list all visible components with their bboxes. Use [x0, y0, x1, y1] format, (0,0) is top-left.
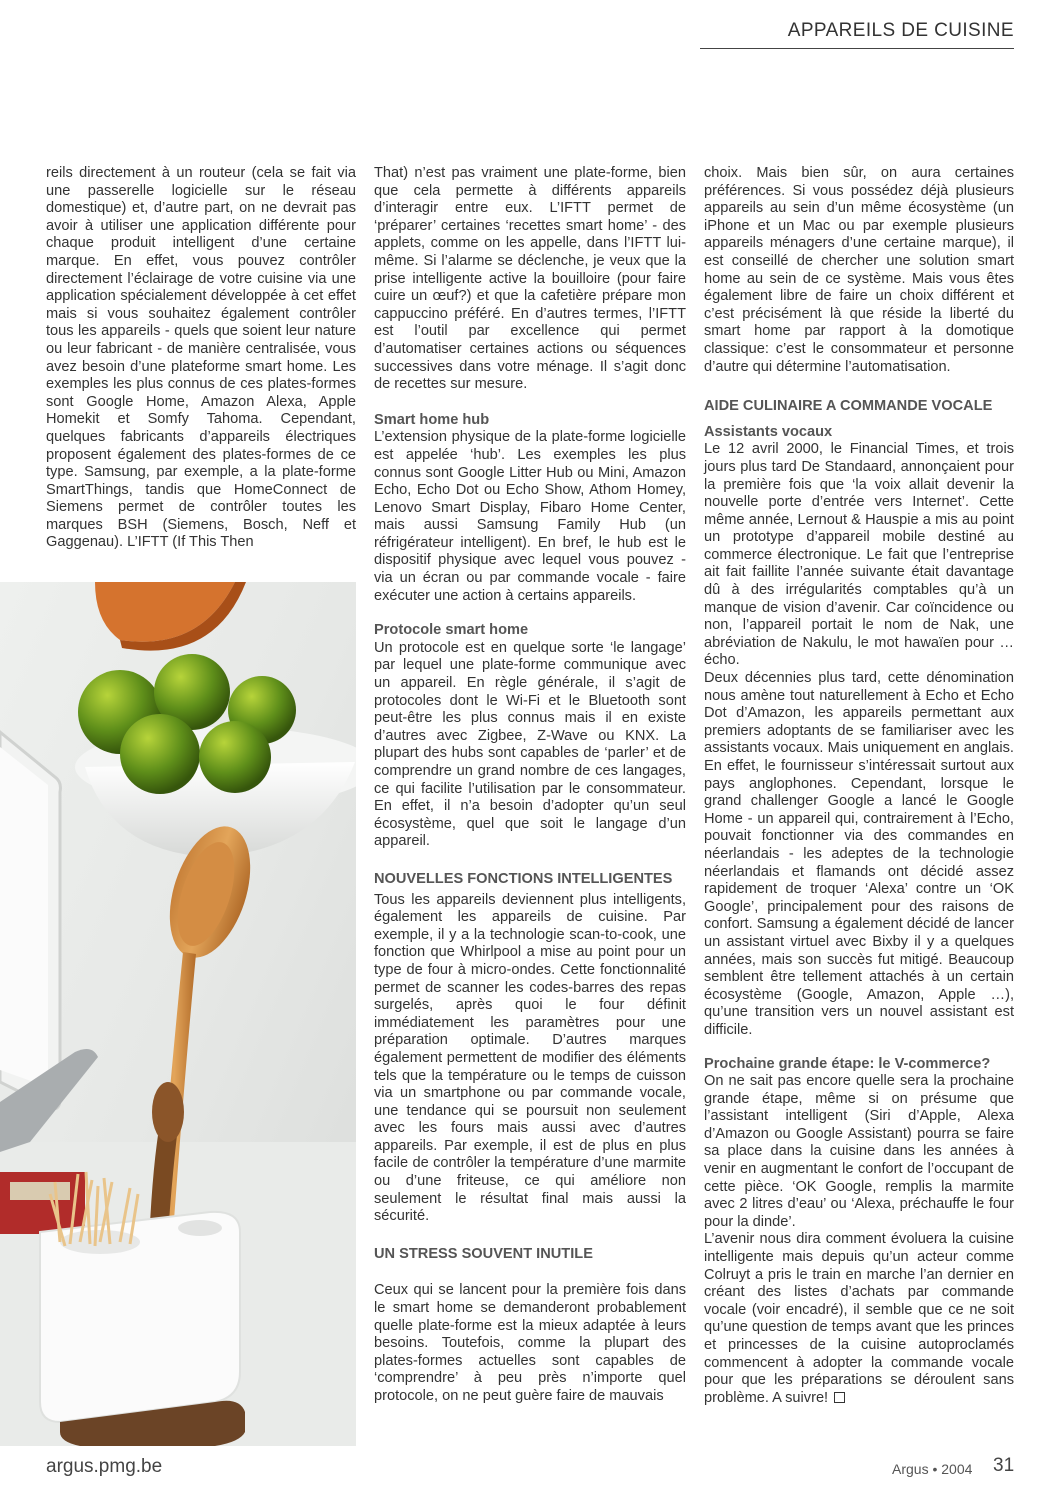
article-column-3 — [704, 165, 1014, 1407]
paragraph: Tous les appareils deviennent plus intelligents, également les appareils de cuisine. Par exemple, il y a la technologie scan-to-cook, une fonction que Whirlpool a mise au point pour un type de four à micro-ondes. Cette fonctionnalité permet de scanner les codes-barres des repas surgelés, après quoi le four définit immédiatement les paramètres pour une préparation optimale. D’autres marques également permettent de modifier des éléments tels que la température ou le temps de cuisson via un smartphone ou par commande vocale, une tendance qui se poursuit non seulement avec les fours mais aussi avec d’autres appareils. Par exemple, il est de plus en plus facile de contrôler la température d’une marmite ou d’une friteuse, ce qui améliore non seulement le résultat final mais aussi la sécurité. — [374, 891, 686, 1225]
subheading-v-commerce: Prochaine grande étape: le V-commerce? — [704, 1055, 991, 1072]
subheading-smart-home-hub: Smart home hub — [374, 411, 490, 428]
paragraph: Deux décennies plus tard, cette dénomination nous amène tout naturellement à Echo et Echo Dot d’Amazon, les appareils permettant aux premiers adoptants de se familiariser avec les assistants vocaux. Mais uniquement en anglais. En effet, le fournisseur s’intéressait surtout aux pays anglophones. Cependant, lorsque le grand challenger Google a lancé le Google Home - un appareil qui, contrairement à l’Echo, pouvait fonctionner via des commandes en néerlandais - les adeptes de la technologie néerlandais et flamands ont décidé assez rapidement de troquer ‘Alexa’ contre un ‘OK Google’, principalement pour des raisons de confort. Samsung a également décidé de lancer un assistant virtuel avec Bixby il y a quelques années, mais son succès fut mitigé. Beaucoup semblent être tellement attachés à un certain écosystème (Google, Amazon, Apple …), qu’une transition vers un nouvel assistant est difficile. — [704, 670, 1014, 1038]
footer-site: argus.pmg.be — [46, 1456, 163, 1477]
end-mark-icon — [834, 1392, 845, 1403]
article-column-2 — [374, 165, 686, 1406]
footer-issue: Argus • 2004 — [892, 1461, 973, 1477]
subheading-assistants: Assistants vocaux — [704, 423, 833, 440]
paragraph: Le 12 avril 2000, le Financial Times, et trois jours plus tard De Standaard, annonçaient pour la première fois que ‘la voix allait devenir la nouvelle porte d’entrée vers Internet’. Cette même année, Lernout & Hauspie a mis au point un prototype d’appareil mobile destiné au commerce électronique. Le fait que l’entreprise ait fait faillite l’année suivante était davantage dû à des irrégularités comptables qu’à un manque de vision d’avenir. Car coïncidence ou non, l’appareil portait le nom de Nak, une abréviation de Nakulu, le mot hawaïen pour … écho. — [704, 441, 1014, 669]
paragraph: That) n’est pas vraiment une plate-forme, bien que cela permette à différents appareils d’interagir entre eux. L’IFTT permet de ‘préparer’ certaines ‘recettes smart home’ - des applets, comme on les appelle, dans l’IFTT lui-même. Si l’alarme se déclenche, je veux que la prise intelligente active la bouilloire (pour faire cuire un œuf?) et que la cafetière prépare mon cappuccino préféré. En d’autres termes, l’IFTT est l’outil par excellence qui permet d’automatiser certaines actions ou séquences successives dans votre ménage. Il s’agit donc de recettes sur mesure. — [374, 165, 686, 393]
paragraph: Ceux qui se lancent pour la première fois dans le smart home se demanderont probablement quelle plate-forme est la mieux adaptée à leurs besoins. Toutefois, comme la plupart des plates-formes actuelles sont capables de ‘comprendre’ à peu près n’importe quel protocole, on ne peut guère faire de mauvais — [374, 1282, 686, 1404]
paragraph — [704, 1231, 1014, 1407]
header-rule — [700, 48, 1014, 49]
kitchen-photo — [0, 582, 356, 1446]
subheading-protocole: Protocole smart home — [374, 622, 529, 639]
section-title: APPAREILS DE CUISINE — [787, 20, 1014, 41]
paragraph: L’extension physique de la plate-forme logicielle est appelée ‘hub’. Les exemples les plus connus sont Google Litter Hub ou Mini, Amazon Echo, Echo Dot ou Echo Show, Athom Homey, Lenovo Smart Display, Fibaro Home Center, mais aussi Samsung Family Hub (un réfrigérateur intelligent). En bref, le hub est le dispositif physique avec lequel vous pouvez - via un écran ou par commande vocale - faire exécuter une action à certains appareils. — [374, 429, 686, 604]
paragraph: choix. Mais bien sûr, on aura certaines préférences. Si vous possédez déjà plusieurs appareils au sein d’un même écosystème (un iPhone et un Mac ou par exemple plusieurs appareils ménagers d’une certaine marque), il est conseillé de chercher une solution smart home au sein de ce système. Mais vous êtes également libre de faire un choix différent et c’est précisément là que réside la liberté du smart home par rapport à la domotique classique: c’est le consommateur et personne d’autre qui détermine l’automatisation. — [704, 165, 1014, 375]
heading-aide-culinaire: AIDE CULINAIRE A COMMANDE VOCALE — [704, 398, 993, 415]
heading-stress: UN STRESS SOUVENT INUTILE — [374, 1245, 593, 1262]
page-number: 31 — [993, 1455, 1015, 1476]
paragraph: Un protocole est en quelque sorte ‘le langage’ par lequel une plate-forme communique avec un appareil. En règle générale, il s’agit de protocoles dont le Wi-Fi et le Bluetooth sont peut-être les plus connus mais il en existe d’autres avec Zigbee, Z-Wave ou KNX. La plupart des hubs sont capables de ‘parler’ et de comprendre un grand nombre de ces langages, ce qui facilite l’utilisation par le consommateur. En effet, il n’a besoin d’adopter qu’un seul écosystème, quel que soit le langage d’un appareil. — [374, 639, 686, 850]
article-column-1 — [46, 165, 356, 552]
heading-nouvelles-fonctions: NOUVELLES FONCTIONS INTELLIGENTES — [374, 870, 673, 887]
paragraph: reils directement à un routeur (cela se fait via une passerelle logicielle sur le réseau domestique) et, d’autre part, on ne devrait pas avoir à utiliser une application différente pour chaque produit intelligent d’une certaine marque. En effet, vous pouvez contrôler directement l’éclairage de votre cuisine via une application spécialement développée à cet effet mais si vous souhaitez également contrôler tous les appareils - quels que soient leur nature ou leur fabricant - de manière centralisée, vous avez besoin d’une plateforme smart home. Les exemples les plus connus de ces plates-formes sont Google Home, Amazon Alexa, Apple Homekit et Somfy Tahoma. Cependant, quelques fabricants d’appareils électriques proposent également des plates-formes de ce type. Samsung, par exemple, a la plate-forme SmartThings, tandis que HomeConnect de Siemens permet de contrôler toutes les marques BSH (Siemens, Bosch, Neff et Gaggenau). L’IFTT (If This Then — [46, 165, 356, 551]
paragraph-text: L’avenir nous dira comment évoluera la cuisine intelligente mais depuis qu’un acteur comme Colruyt a pris le train en marche l’an dernier en créant des listes d’achats par commande vocale (voir encadré), il semble que ce ne soit qu’une question de temps avant que les princes et princesses de la cuisine autoproclamés commencent à adopter la commande vocale pour que les préparations se déroulent sans problème. A suivre! — [704, 1231, 1014, 1406]
paragraph: On ne sait pas encore quelle sera la prochaine grande étape, même si on présume que l’assistant intelligent (Siri d’Apple, Alexa d’Amazon ou Google Assistant) pourra se faire sa place dans la cuisine dans les années à venir en augmentant le confort de l’occupant de cette pièce. ‘OK Google, remplis la marmite avec 2 litres d’eau’ ou ‘Alexa, préchauffe le four pour la dinde’. — [704, 1073, 1014, 1230]
